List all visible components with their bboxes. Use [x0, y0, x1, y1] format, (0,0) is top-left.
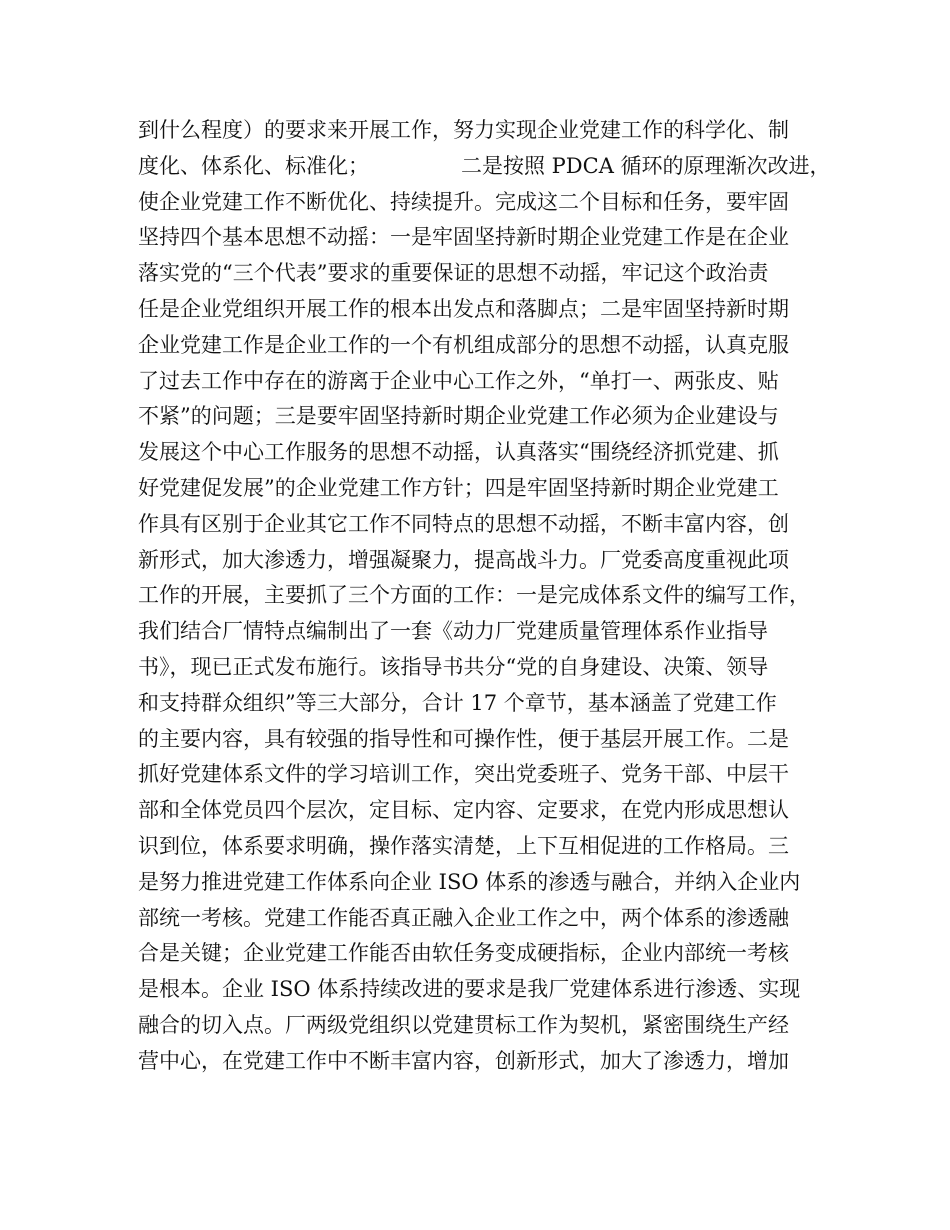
text-line: 是努力推进党建工作体系向企业 ISO 体系的渗透与融合，并纳入企业内 [138, 869, 801, 894]
text-line: 企业党建工作是企业工作的一个有机组成部分的思想不动摇，认真克服 [138, 332, 789, 357]
text-line: 使企业党建工作不断优化、持续提升。完成这二个目标和任务，要牢固 [138, 189, 789, 214]
text-line: 合是关键；企业党建工作能否由软任务变成硬指标，企业内部统一考核 [138, 941, 789, 966]
text-line: 好党建促发展”的企业党建工作方针；四是牢固坚持新时期企业党建工 [138, 475, 779, 500]
text-line: 识到位，体系要求明确，操作落实清楚，上下互相促进的工作格局。三 [138, 833, 789, 858]
text-line: 到什么程度）的要求来开展工作，努力实现企业党建工作的科学化、制 [138, 118, 789, 142]
text-line: 工作的开展，主要抓了三个方面的工作：一是完成体系文件的编写工作， [138, 583, 810, 608]
text-line: 是根本。企业 ISO 体系持续改进的要求是我厂党建体系进行渗透、实现 [138, 977, 801, 1002]
text-line: 作具有区别于企业其它工作不同特点的思想不动摇，不断丰富内容，创 [138, 511, 789, 536]
text-line: 我们结合厂情特点编制出了一套《动力厂党建质量管理体系作业指导 [138, 619, 768, 644]
text-line: 落实党的“三个代表”要求的重要保证的思想不动摇，牢记这个政治责 [138, 261, 769, 286]
text-line: 营中心，在党建工作中不断丰富内容，创新形式，加大了渗透力，增加 [138, 1048, 789, 1073]
text-line: 新形式，加大渗透力，增强凝聚力，提高战斗力。厂党委高度重视此项 [138, 547, 789, 572]
text-line: 不紧”的问题；三是要牢固坚持新时期企业党建工作必须为企业建设与 [138, 404, 779, 429]
text-line: 的主要内容，具有较强的指导性和可操作性，便于基层开展工作。二是 [138, 726, 789, 751]
text-line: 任是企业党组织开展工作的根本出发点和落脚点；二是牢固坚持新时期 [138, 296, 789, 321]
text-segment: 二是按照 PDCA 循环的原理渐次改进， [461, 153, 831, 178]
text-line: 抓好党建体系文件的学习培训工作，突出党委班子、党务干部、中层干 [138, 762, 789, 787]
text-line: 部和全体党员四个层次，定目标、定内容、定要求，在党内形成思想认 [138, 798, 789, 823]
text-line [138, 149, 831, 185]
text-line: 部统一考核。党建工作能否真正融入企业工作之中，两个体系的渗透融 [138, 905, 789, 930]
text-line: 发展这个中心工作服务的思想不动摇，认真落实“围绕经济抓党建、抓 [138, 440, 779, 465]
text-line: 书》，现已正式发布施行。该指导书共分“党的自身建设、决策、领导 [138, 654, 769, 679]
text-line: 融合的切入点。厂两级党组织以党建贯标工作为契机，紧密围绕生产经 [138, 1012, 789, 1037]
text-line: 坚持四个基本思想不动摇：一是牢固坚持新时期企业党建工作是在企业 [138, 225, 789, 250]
text-line: 和支持群众组织”等三大部分，合计 17 个章节，基本涵盖了党建工作 [138, 690, 777, 715]
text-segment: 度化、体系化、标准化； [138, 153, 369, 178]
body-text [138, 113, 831, 1080]
text-line: 了过去工作中存在的游离于企业中心工作之外，“单打一、两张皮、贴 [138, 368, 779, 393]
